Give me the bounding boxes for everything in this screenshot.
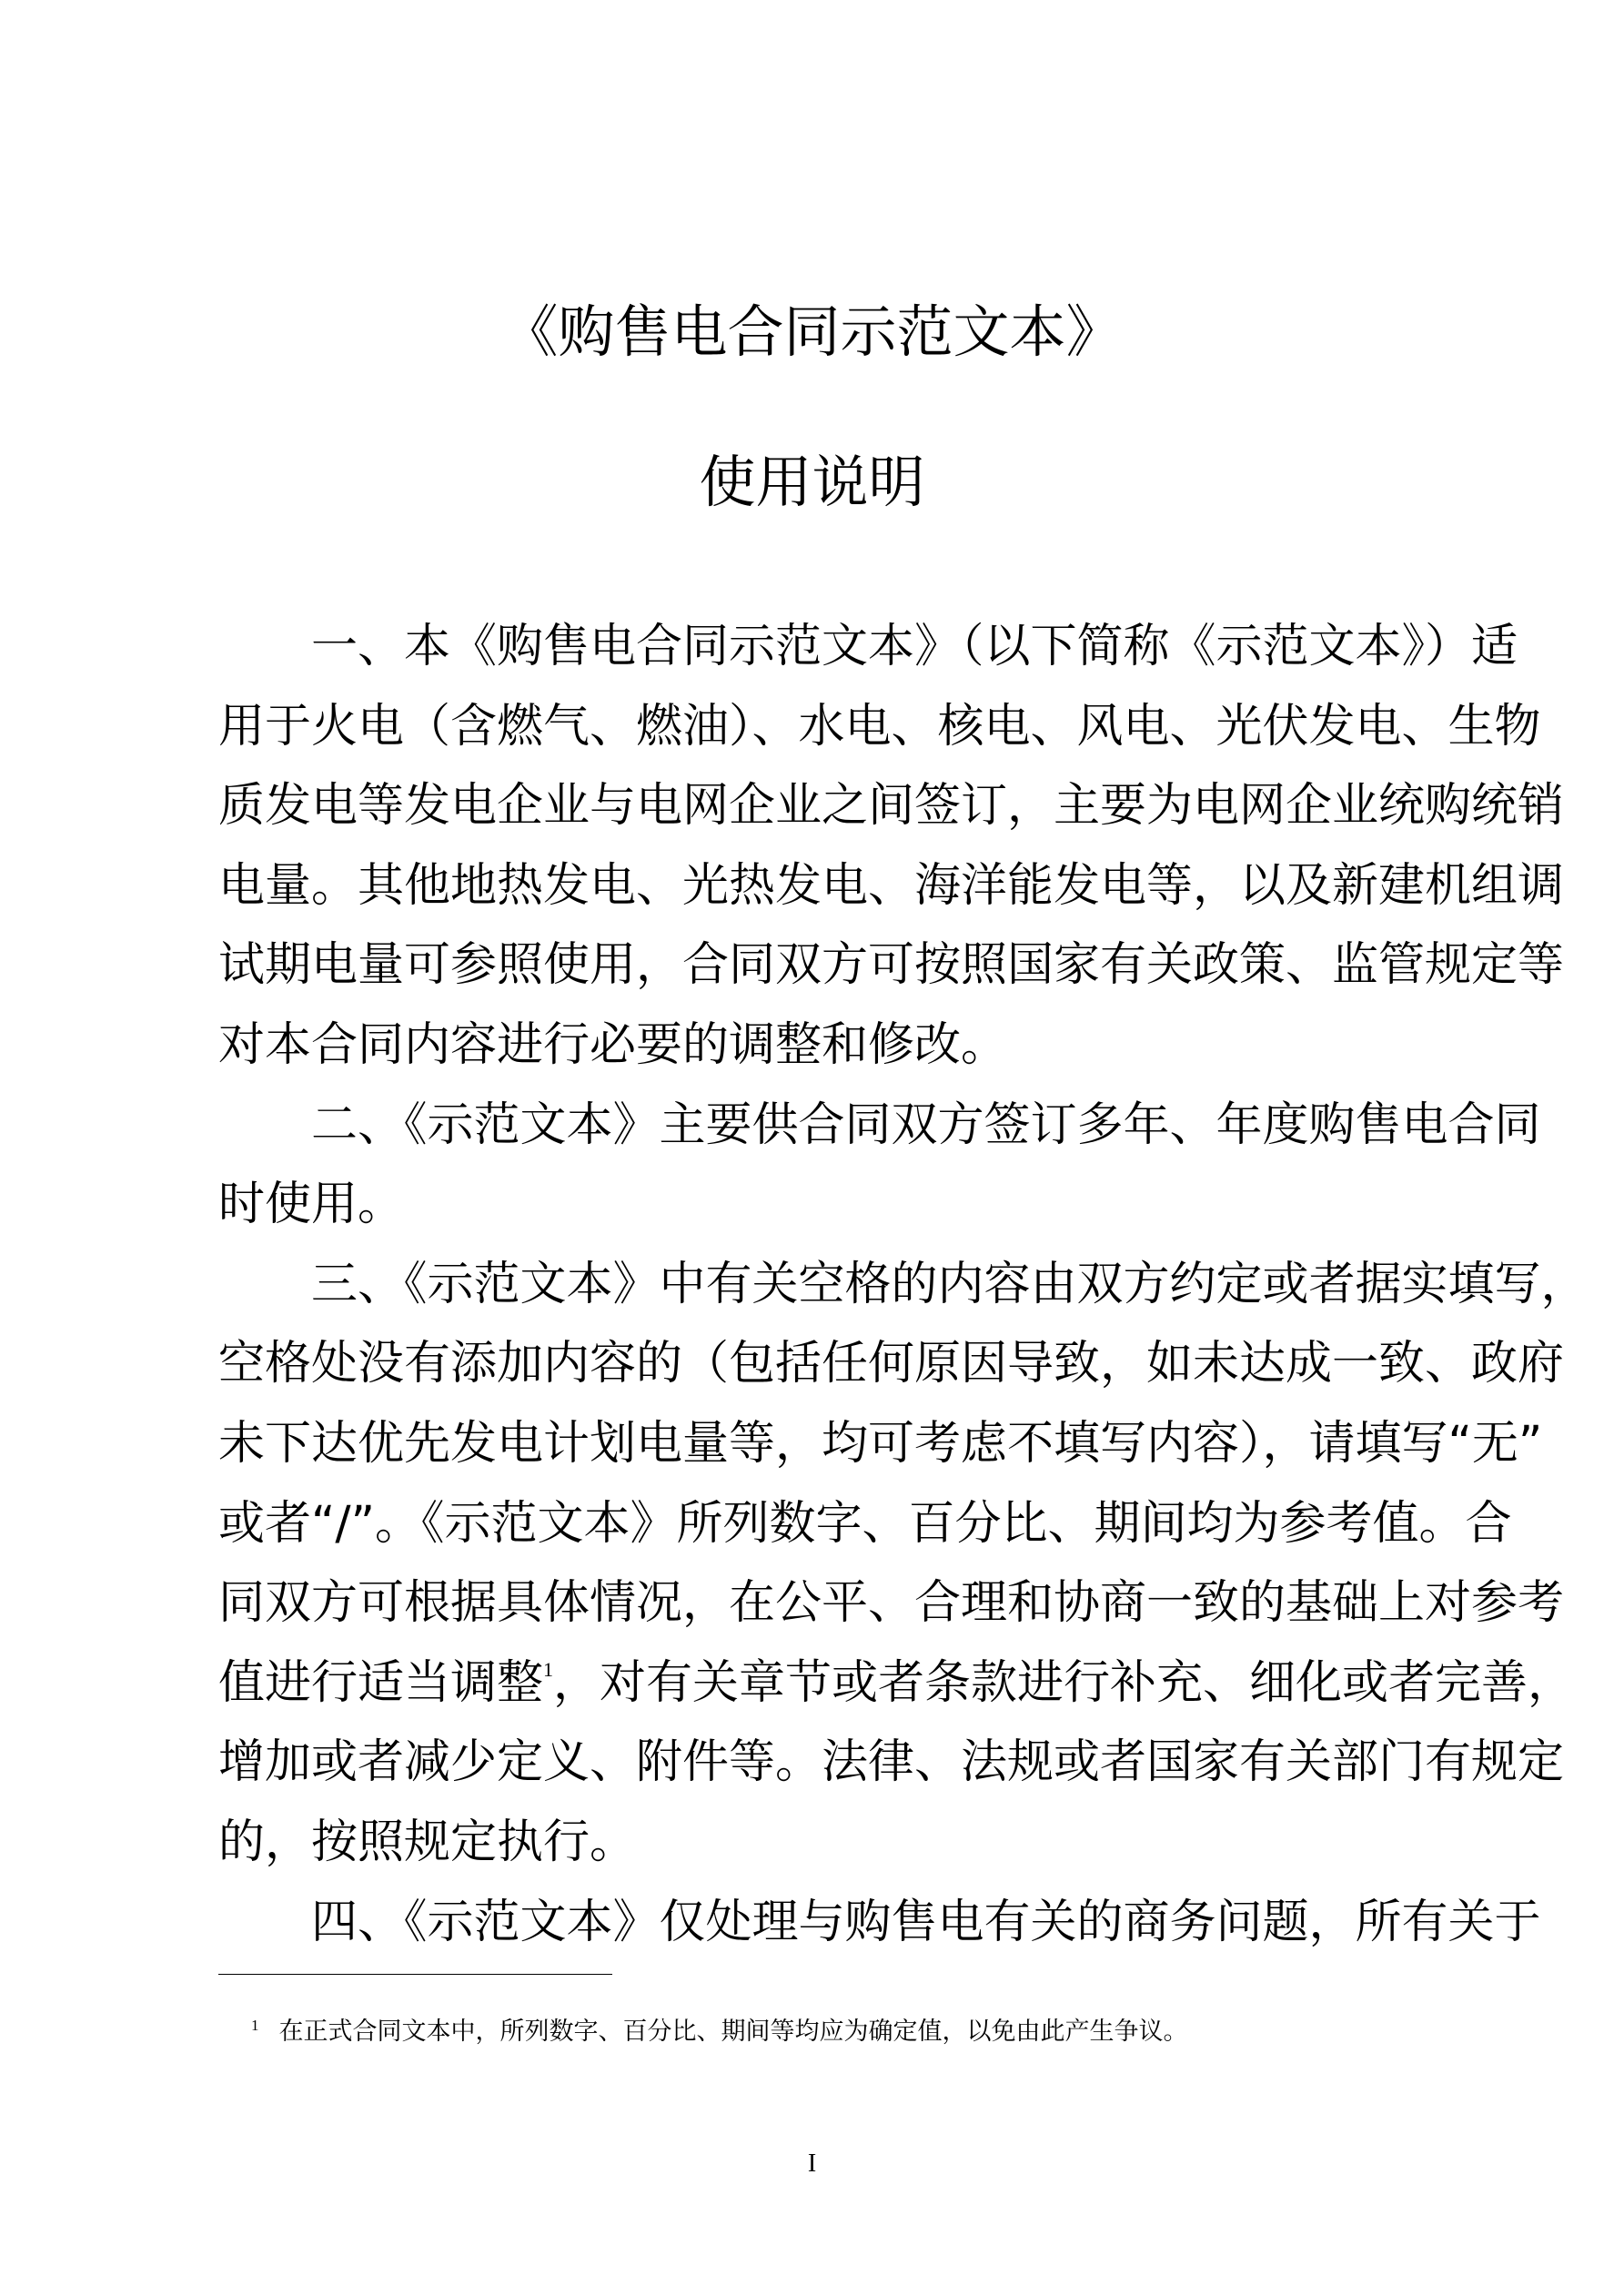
footnote-reference[interactable]: 1 <box>543 1657 554 1681</box>
page-number: I <box>807 2149 817 2178</box>
text-line: 时使用。 <box>218 1178 405 1232</box>
text-line: 三、《示范文本》中有关空格的内容由双方约定或者据实填写， <box>311 1257 1588 1311</box>
text-line: 或者“/”。《示范文本》所列数字、百分比、期间均为参考值。合 <box>218 1496 1512 1551</box>
text-line: 电量。其他地热发电、光热发电、海洋能发电等，以及新建机组调 <box>218 858 1565 913</box>
footnote-mark: 1 <box>251 2017 259 2034</box>
text-line: 试期电量可参照使用，合同双方可按照国家有关政策、监管规定等 <box>218 938 1565 993</box>
text-segment: 值进行适当调整 <box>218 1655 544 1710</box>
text-line: 增加或者减少定义、附件等。法律、法规或者国家有关部门有规定 <box>218 1735 1565 1790</box>
text-line: 对本合同内容进行必要的调整和修改。 <box>218 1017 1008 1072</box>
text-line: 二、《示范文本》主要供合同双方签订多年、年度购售电合同 <box>311 1097 1541 1152</box>
text-line: 空格处没有添加内容的（包括任何原因导致，如未达成一致、政府 <box>218 1337 1565 1391</box>
text-line: 的，按照规定执行。 <box>218 1815 637 1869</box>
text-line: 四、《示范文本》仅处理与购售电有关的商务问题，所有关于 <box>311 1895 1541 1949</box>
text-line: 一、本《购售电合同示范文本》（以下简称《示范文本》）适 <box>311 620 1518 673</box>
text-line: 同双方可根据具体情况，在公平、合理和协商一致的基础上对参考 <box>218 1576 1565 1631</box>
document-title: 《购售电合同示范文本》 <box>501 298 1123 365</box>
paragraph-4 <box>218 1883 1541 1963</box>
footnote <box>251 2008 1188 2050</box>
paragraph-1 <box>218 607 1565 1086</box>
paragraph-3 <box>218 1245 1588 1883</box>
text-line: 质发电等发电企业与电网企业之间签订，主要为电网企业统购统销 <box>218 779 1565 834</box>
text-line <box>218 1644 1575 1724</box>
text-segment: ，对有关章节或者条款进行补充、细化或者完善， <box>553 1655 1575 1710</box>
footnote-separator <box>218 1974 612 1975</box>
document-subtitle: 使用说明 <box>699 449 925 515</box>
footnote-text: 在正式合同文本中，所列数字、百分比、期间等均应为确定值，以免由此产生争议。 <box>278 2018 1188 2046</box>
paragraph-2 <box>218 1086 1541 1245</box>
document-body <box>218 607 1588 1962</box>
text-line: 用于火电（含燃气、燃油）、水电、核电、风电、光伏发电、生物 <box>218 699 1541 754</box>
text-line: 未下达优先发电计划电量等，均可考虑不填写内容），请填写“无” <box>218 1416 1543 1471</box>
